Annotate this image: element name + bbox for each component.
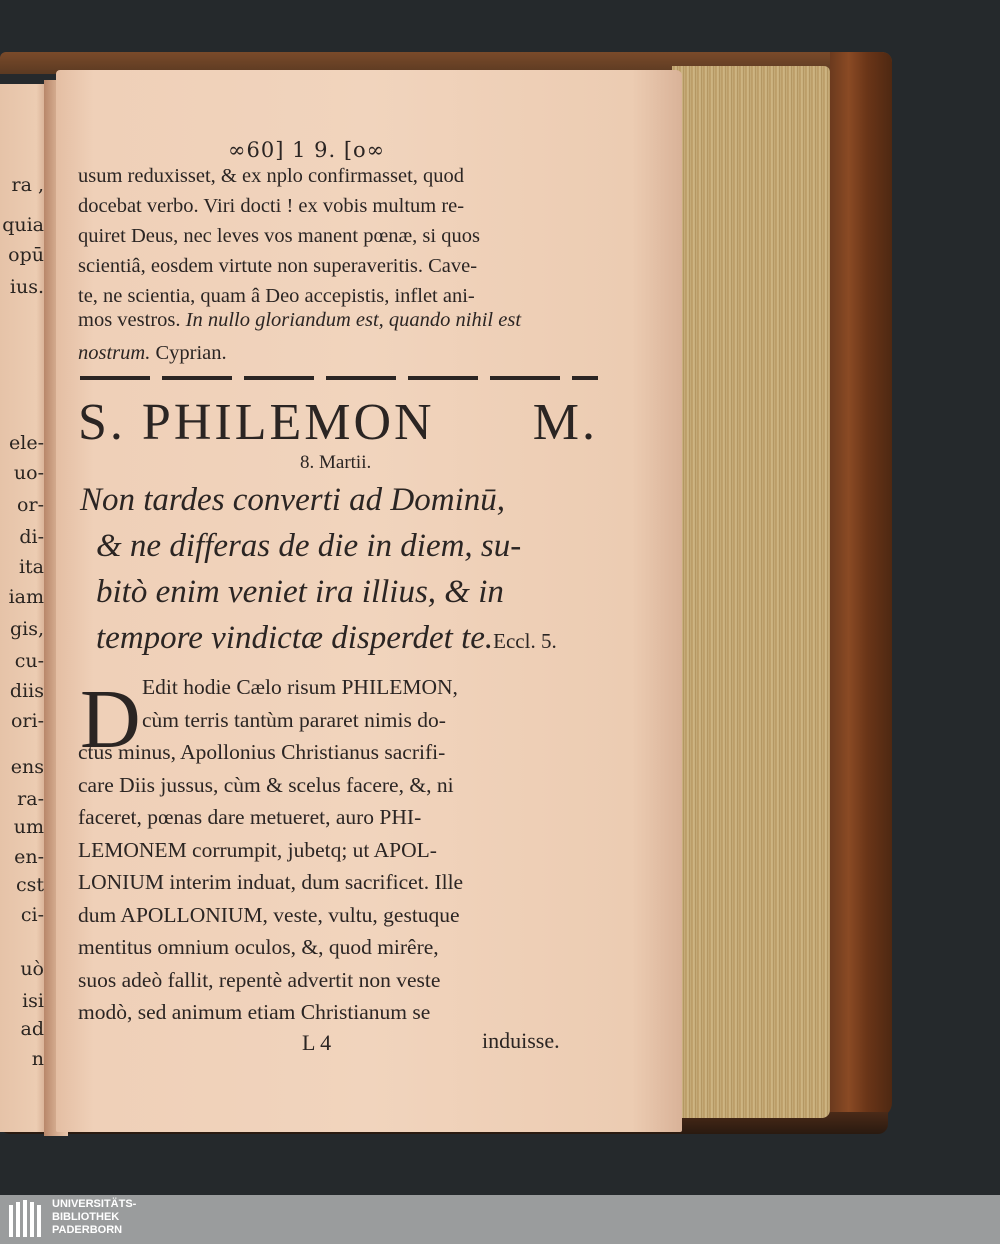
catchword: induisse. bbox=[482, 1028, 560, 1053]
intro-italic-quote-end: nostrum. bbox=[78, 342, 151, 364]
library-name-line1: UNIVERSITÄTS- bbox=[52, 1198, 137, 1210]
left-page-fragment: uo- bbox=[13, 462, 44, 484]
verse-line-text: bitò enim veniet ira illius, & in bbox=[96, 574, 504, 610]
body-line: suos adeò fallit, repentè advertit non veste bbox=[78, 967, 441, 992]
left-page-fragment: en- bbox=[14, 846, 44, 868]
signature-mark: L 4 bbox=[302, 1030, 332, 1055]
left-page-fragment: quia bbox=[2, 214, 44, 236]
intro-line: usum reduxisset, & ex nplo confirmasset, quod bbox=[78, 165, 465, 187]
body-line: Edit hodie Cælo risum PHILEMON, bbox=[142, 675, 458, 699]
intro-italic-quote: In nullo gloriandum est, quando nihil est bbox=[185, 309, 522, 331]
verse-reference: Eccl. 5. bbox=[493, 629, 557, 653]
verse-line-text: tempore vindictæ disperdet te. bbox=[96, 620, 494, 656]
library-name-line2: BIBLIOTHEK bbox=[52, 1211, 120, 1223]
body-line: mentitus omnium oculos, &, quod mirêre, bbox=[78, 935, 439, 959]
library-name bbox=[52, 1198, 136, 1237]
intro-line: quiret Deus, nec leves vos manent pœnæ, si quos bbox=[78, 225, 480, 247]
body-line: LONIUM interim induat, dum sacrificet. Ille bbox=[78, 870, 464, 894]
intro-end-line bbox=[78, 342, 227, 365]
left-page-fragment: diis bbox=[9, 680, 44, 702]
section-rule bbox=[80, 376, 598, 380]
library-footer-bar bbox=[0, 1195, 1000, 1244]
verse-line bbox=[96, 528, 521, 565]
library-name-line3: PADERBORN bbox=[52, 1224, 123, 1236]
left-page-fragment: ra , bbox=[11, 174, 44, 196]
body-line: care Diis jussus, cùm & scelus facere, &, ni bbox=[78, 772, 454, 797]
left-page-fragment: cst bbox=[15, 874, 44, 896]
left-page-fragment: cu- bbox=[14, 650, 44, 672]
left-page-fragment: ori- bbox=[10, 710, 44, 732]
verse-line-text: Non tardes converti ad Dominū, bbox=[80, 482, 505, 518]
left-page-fragment: iam bbox=[8, 586, 44, 608]
left-page-fragment: ita bbox=[18, 556, 44, 578]
drop-cap: D bbox=[80, 673, 141, 766]
verse-line bbox=[96, 574, 504, 611]
intro-line: docebat verbo. Viri docti ! ex vobis multum re- bbox=[78, 195, 465, 217]
left-page-fragment: ele- bbox=[9, 432, 44, 454]
verse-line bbox=[80, 482, 505, 519]
left-page-fragment: ius. bbox=[9, 276, 44, 298]
left-page-fragment: isi bbox=[22, 990, 44, 1012]
body-line: modò, sed animum etiam Christianum se bbox=[78, 1000, 431, 1024]
book-cover-edge bbox=[830, 52, 892, 1117]
library-logo-icon bbox=[8, 1199, 46, 1239]
left-page-fragment: gis, bbox=[9, 618, 44, 640]
left-page-fragment: ci- bbox=[20, 904, 44, 926]
title-name: S. PHILEMON bbox=[78, 394, 435, 451]
body-line: cùm terris tantùm pararet nimis do- bbox=[142, 707, 446, 732]
body-line: LEMONEM corrumpit, jubetq; ut APOL- bbox=[78, 837, 437, 862]
left-page-fragment: di- bbox=[19, 526, 44, 548]
intro-last-line bbox=[78, 309, 521, 332]
intro-line: mos vestros. bbox=[78, 309, 181, 331]
left-page-fragment: or- bbox=[17, 494, 44, 516]
section-title bbox=[78, 393, 598, 452]
intro-citation: Cyprian. bbox=[155, 342, 227, 364]
title-martyr: M. bbox=[532, 394, 598, 451]
page-fore-edge bbox=[672, 66, 830, 1118]
left-page-fragment: ad bbox=[20, 1018, 44, 1040]
body-line: dum APOLLONIUM, veste, vultu, gestuque bbox=[78, 902, 460, 927]
page-header: ∞60] 1 9. [o∞ bbox=[228, 138, 386, 162]
feast-date: 8. Martii. bbox=[300, 452, 372, 473]
verse-line bbox=[96, 620, 557, 657]
verse-line-text: & ne differas de die in diem, su- bbox=[96, 528, 522, 564]
body-line: faceret, pœnas dare metueret, auro PHI- bbox=[78, 805, 422, 829]
left-page-fragment: opū bbox=[8, 244, 44, 266]
left-page-fragment: um bbox=[13, 816, 44, 838]
body-line: ctus minus, Apollonius Christianus sacrifi- bbox=[78, 740, 446, 764]
left-page-fragment: n bbox=[31, 1048, 44, 1070]
intro-line: scientiâ, eosdem virtute non superaveritis. Cave- bbox=[78, 255, 478, 277]
left-page-fragment: ra- bbox=[17, 788, 44, 810]
left-page-fragment: ens bbox=[10, 756, 44, 778]
intro-line: te, ne scientia, quam â Deo accepistis, inflet ani- bbox=[78, 285, 475, 307]
left-page-fragment: uò bbox=[20, 958, 44, 980]
